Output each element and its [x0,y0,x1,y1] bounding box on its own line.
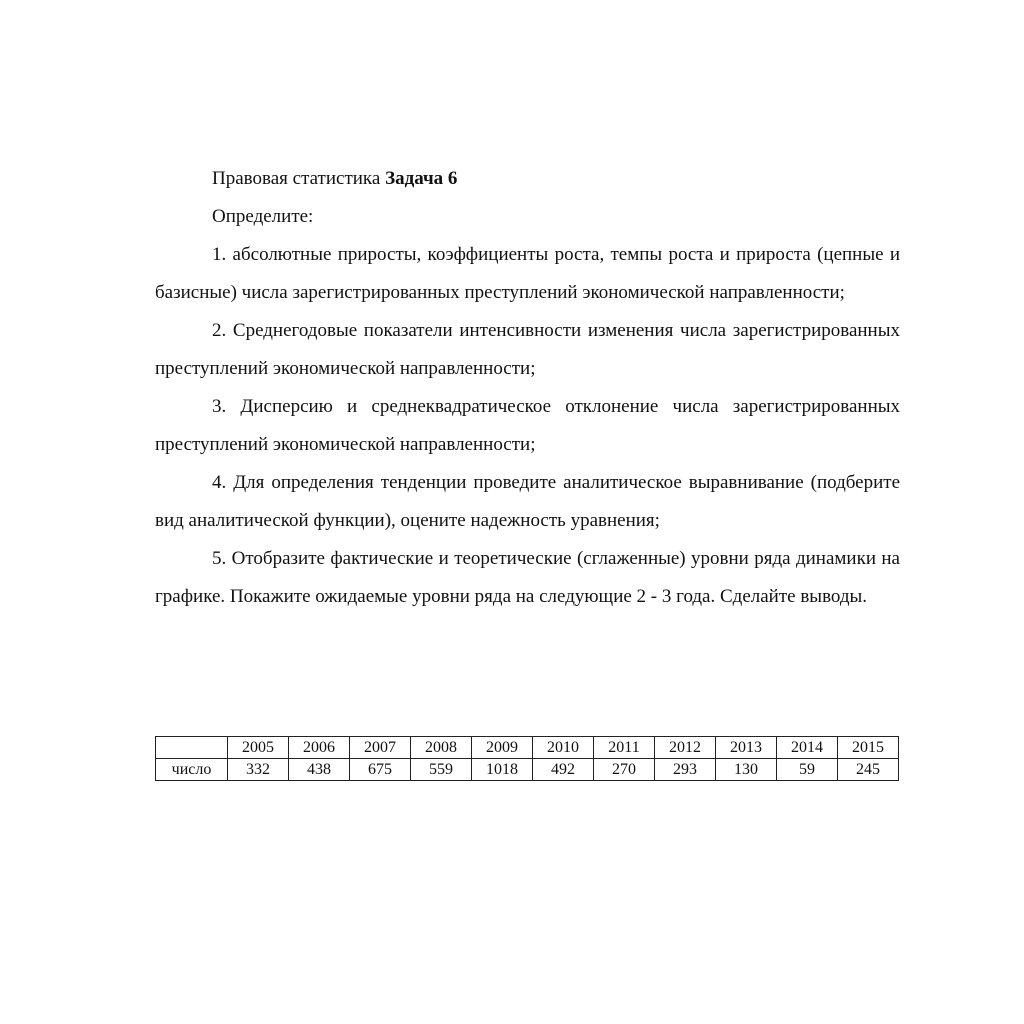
year-cell: 2006 [289,737,350,759]
document-page [155,160,900,616]
year-cell: 2014 [777,737,838,759]
task-item-4: 4. Для определения тенденции проведите аналитическое выравнивание (подберите вид аналитической функции), оцените надежность уравнения; [155,472,900,531]
intro-text: Определите: [212,206,314,227]
value-cell: 492 [533,759,594,781]
value-cell: 130 [716,759,777,781]
year-cell: 2005 [228,737,289,759]
value-cell: 293 [655,759,716,781]
row-label-cell: число [156,759,228,781]
value-cell: 59 [777,759,838,781]
value-cell: 270 [594,759,655,781]
task-item-1: 1. абсолютные приросты, коэффициенты роста, темпы роста и прироста (цепные и базисные) числа зарегистрированных преступлений экономической направленности; [155,244,900,303]
value-cell: 245 [838,759,899,781]
year-cell: 2013 [716,737,777,759]
year-cell: 2007 [350,737,411,759]
year-cell: 2009 [472,737,533,759]
table-row [156,759,899,781]
document-title [155,160,900,198]
value-cell: 559 [411,759,472,781]
year-cell: 2012 [655,737,716,759]
year-cell: 2010 [533,737,594,759]
year-cell: 2015 [838,737,899,759]
year-cell: 2011 [594,737,655,759]
task-item-3: 3. Дисперсию и среднеквадратическое отклонение числа зарегистрированных преступлений экономической направленности; [155,396,900,455]
table-corner-cell [156,737,228,759]
value-cell: 438 [289,759,350,781]
value-cell: 332 [228,759,289,781]
data-table [155,736,899,781]
year-cell: 2008 [411,737,472,759]
table-header-row [156,737,899,759]
task-item-5: 5. Отобразите фактические и теоретические (сглаженные) уровни ряда динамики на графике. Покажите ожидаемые уровни ряда на следующие 2 - 3 года. Сделайте выводы. [155,548,900,607]
value-cell: 1018 [472,759,533,781]
task-item-2: 2. Среднегодовые показатели интенсивности изменения числа зарегистрированных преступлений экономической направленности; [155,320,900,379]
value-cell: 675 [350,759,411,781]
title-prefix: Правовая статистика [212,168,386,189]
task-label: Задача 6 [385,168,458,189]
